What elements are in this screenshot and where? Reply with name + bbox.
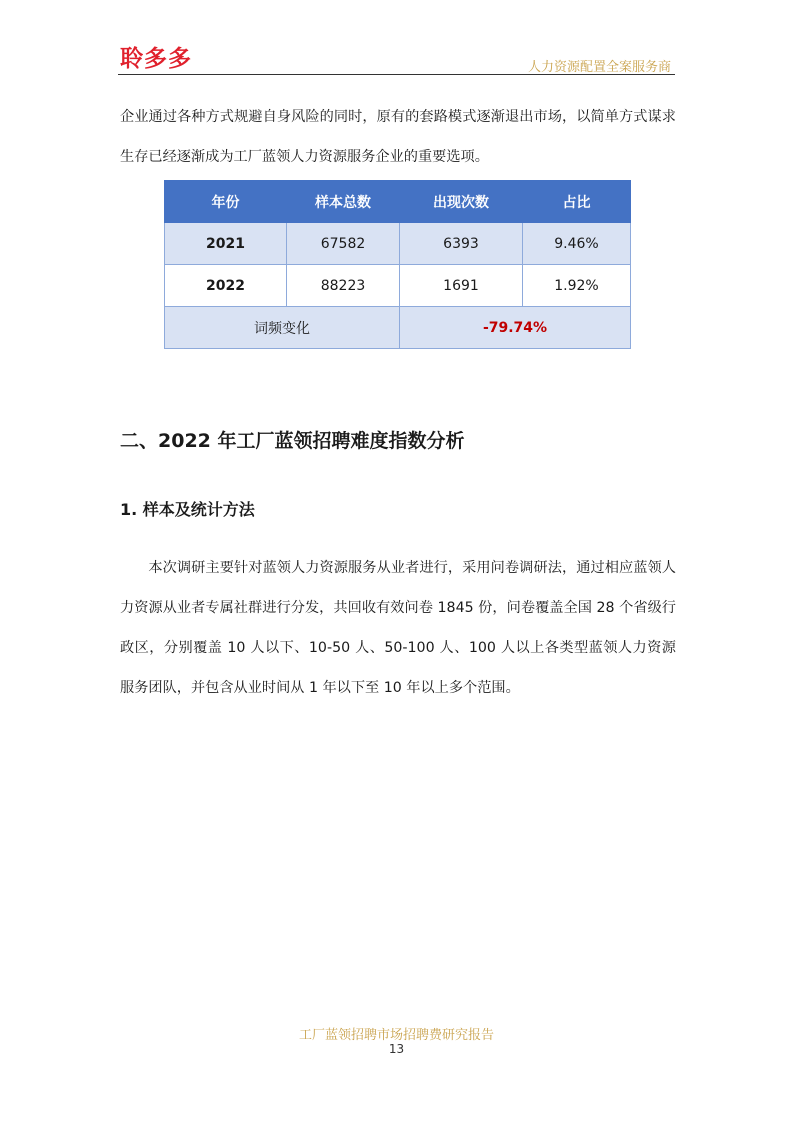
- section-heading: 二、2022 年工厂蓝领招聘难度指数分析: [120, 430, 465, 452]
- table-summary-row: [165, 307, 631, 349]
- word-frequency-table: [164, 180, 631, 349]
- header-count: 出现次数: [400, 181, 523, 223]
- header-divider: [118, 74, 675, 75]
- table-row: [165, 223, 631, 265]
- cell-total: 88223: [287, 265, 400, 307]
- cell-count: 6393: [400, 223, 523, 265]
- page-number: 13: [388, 1042, 405, 1056]
- intro-paragraph: 企业通过各种方式规避自身风险的同时，原有的套路模式逐渐退出市场，以简单方式谋求生存已经逐渐成为工厂蓝领人力资源服务企业的重要选项。: [120, 109, 676, 165]
- table-header-row: [165, 181, 631, 223]
- footer-report-title: 工厂蓝领招聘市场招聘费研究报告: [298, 1028, 494, 1043]
- header-year: 年份: [165, 181, 287, 223]
- cell-count: 1691: [400, 265, 523, 307]
- header-tagline: 人力资源配置全案服务商: [527, 60, 671, 75]
- summary-label: 词频变化: [165, 307, 400, 349]
- cell-total: 67582: [287, 223, 400, 265]
- brand-logo: 聆多多: [120, 46, 192, 72]
- header-total: 样本总数: [287, 181, 400, 223]
- subsection-heading: 1. 样本及统计方法: [120, 500, 255, 519]
- cell-year: 2022: [165, 265, 287, 307]
- summary-value: -79.74%: [400, 307, 631, 349]
- header-ratio: 占比: [523, 181, 631, 223]
- cell-year: 2021: [165, 223, 287, 265]
- cell-ratio: 1.92%: [523, 265, 631, 307]
- table-row: [165, 265, 631, 307]
- cell-ratio: 9.46%: [523, 223, 631, 265]
- method-paragraph: 本次调研主要针对蓝领人力资源服务从业者进行，采用问卷调研法，通过相应蓝领人力资源从业者专属社群进行分发，共回收有效问卷 1845 份，问卷覆盖全国 28 个省级行政区，分别覆盖 10 人以下、10-50 人、50-100 人、100 人以上各类型蓝领人力资源服务团队，并包含从业时间从 1 年以下至 10 年以上多个范围。: [120, 560, 676, 696]
